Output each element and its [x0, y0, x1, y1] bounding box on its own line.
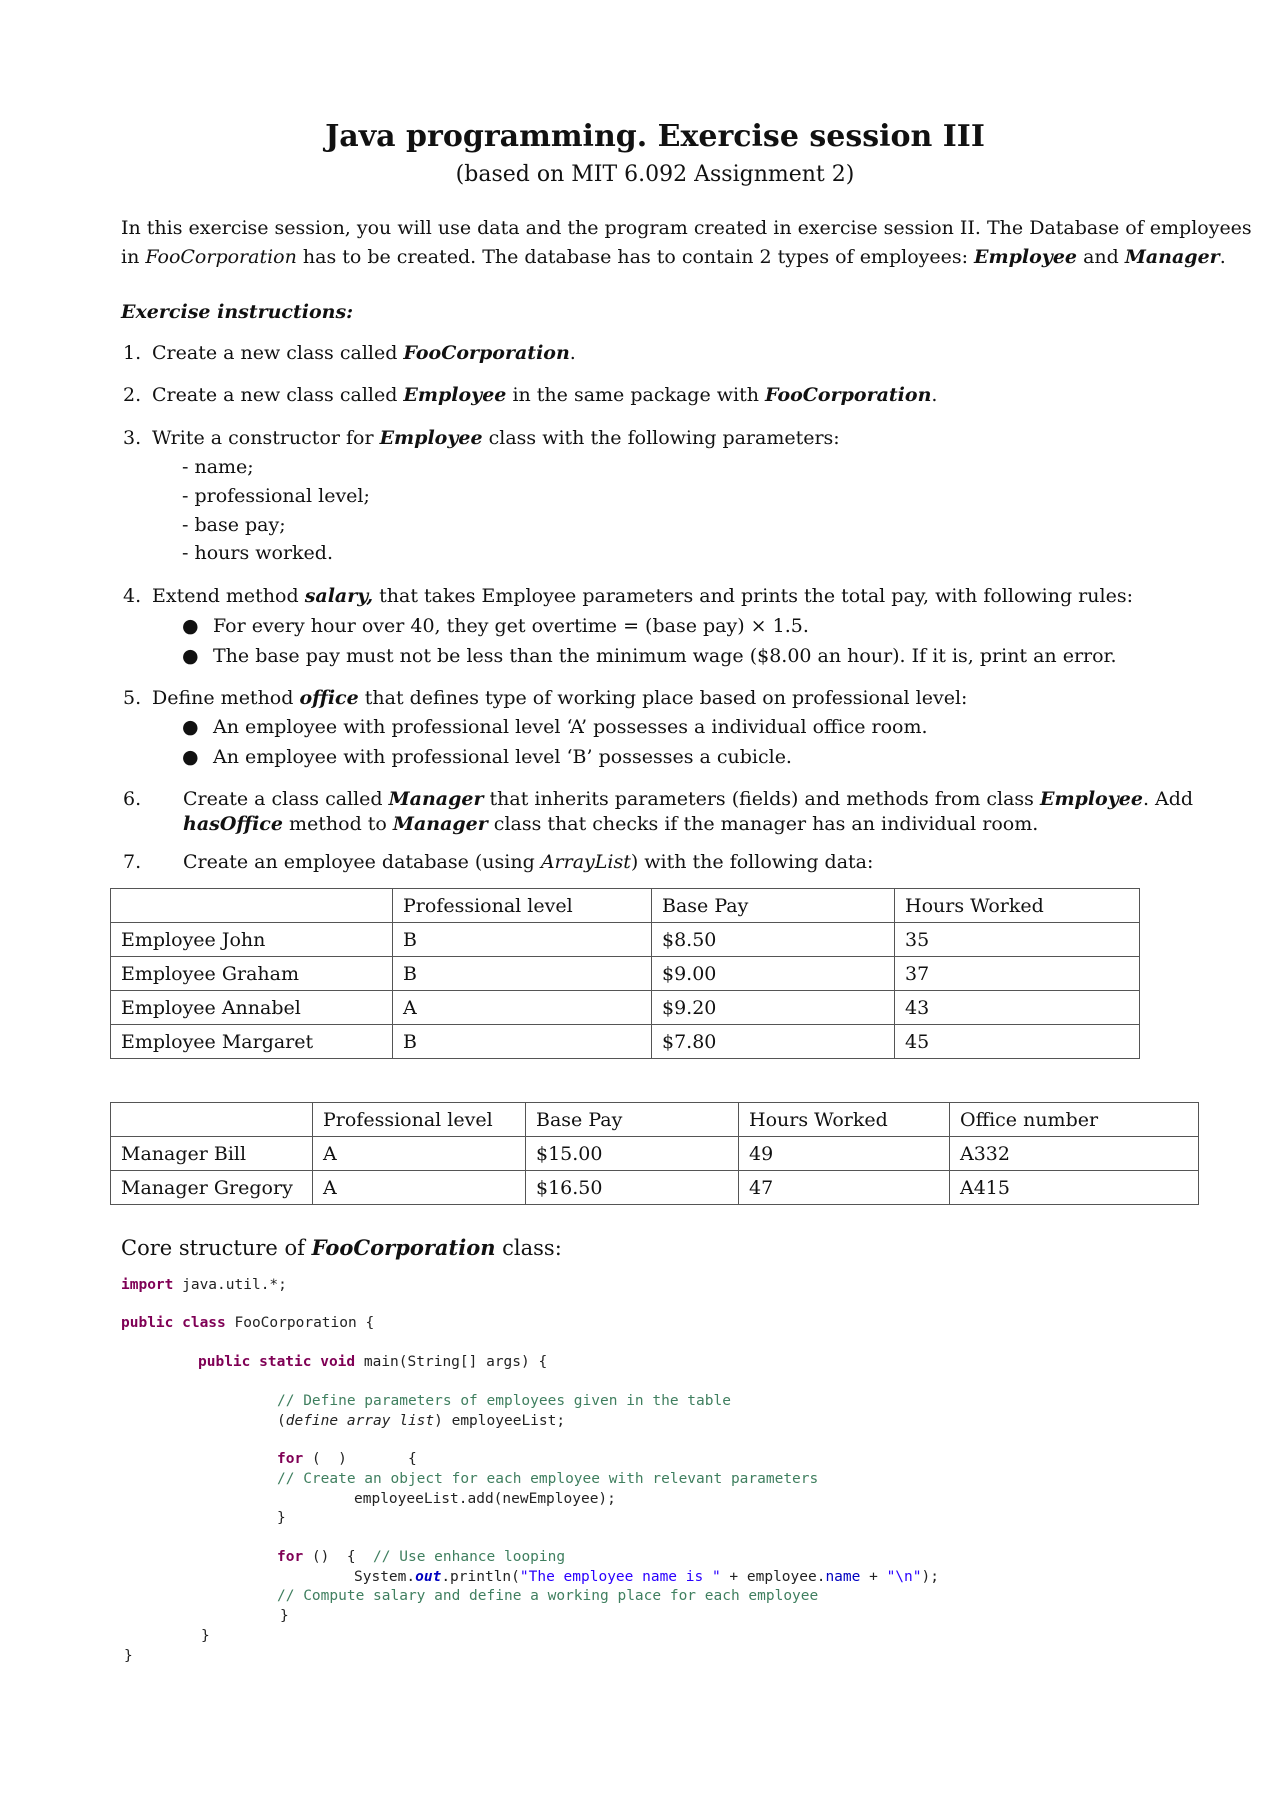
bullet-icon: ●: [182, 645, 199, 667]
cell: 35: [895, 923, 1140, 957]
item-6-cont: [183, 812, 1038, 836]
item-number: 7.: [123, 851, 142, 873]
t: .: [569, 342, 576, 364]
page-title: Java programming. Exercise session III: [325, 119, 985, 154]
cell: A: [313, 1137, 526, 1171]
cell: 45: [895, 1025, 1140, 1059]
t: public static void: [198, 1354, 356, 1370]
t: FooCorporation: [311, 1235, 496, 1260]
t: .: [931, 384, 938, 406]
t: FooCorporation: [765, 384, 932, 406]
t: class with the following parameters:: [482, 427, 840, 449]
code-brace: }: [124, 1648, 133, 1664]
table-row: [111, 923, 1140, 957]
item-number: 2.: [123, 384, 142, 406]
t: Manager: [392, 813, 488, 835]
cell: B: [393, 1025, 652, 1059]
t: public class: [121, 1315, 226, 1331]
cell: 37: [895, 957, 1140, 991]
t: salary,: [304, 585, 374, 607]
t: ) employeeList;: [434, 1413, 566, 1429]
t: office: [299, 687, 359, 709]
header-cell: Professional level: [393, 889, 652, 923]
core-structure-heading: [121, 1236, 562, 1260]
t: .println(: [441, 1569, 520, 1585]
cell: Employee Graham: [111, 957, 393, 991]
header-cell: Hours Worked: [739, 1103, 950, 1137]
t: out: [415, 1569, 442, 1585]
param-level: - professional level;: [182, 485, 370, 507]
t: Create a class called: [183, 788, 389, 810]
cell: Manager Gregory: [111, 1171, 313, 1205]
t: Employee: [379, 427, 483, 449]
t: Core structure of: [121, 1236, 312, 1260]
code-comment: // Create an object for each employee with relevant parameters: [277, 1471, 819, 1487]
t: . Add: [1142, 788, 1194, 810]
code-define: [277, 1412, 565, 1430]
cell: $9.00: [652, 957, 895, 991]
header-cell: Hours Worked: [895, 889, 1140, 923]
t: that defines type of working place based on professional level:: [358, 687, 968, 709]
t: class:: [495, 1236, 562, 1260]
item-1: [123, 341, 576, 365]
page-subtitle: (based on MIT 6.092 Assignment 2): [455, 162, 855, 187]
table-row: [111, 957, 1140, 991]
code-brace: }: [280, 1608, 289, 1624]
cell: 49: [739, 1137, 950, 1171]
t: Employee: [403, 384, 507, 406]
t: Employee: [974, 246, 1078, 268]
cell: $15.00: [526, 1137, 739, 1171]
t: java.util.*;: [173, 1277, 287, 1293]
table-row: [111, 1025, 1140, 1059]
t: for: [277, 1549, 304, 1565]
header-cell: [111, 1103, 313, 1137]
t: );: [921, 1569, 939, 1585]
item-7: [123, 850, 873, 874]
t: has to be created. The database has to contain 2 types of employees:: [296, 246, 975, 268]
cell: A: [313, 1171, 526, 1205]
t: + employee.: [720, 1569, 826, 1585]
code-brace: }: [277, 1510, 286, 1526]
t: Manager: [1124, 246, 1220, 268]
cell: A: [393, 991, 652, 1025]
t: "The employee name is ": [519, 1569, 721, 1585]
t: FooCorporation {: [225, 1315, 375, 1331]
t: class that checks if the manager has an individual room.: [487, 813, 1039, 835]
t: For every hour over 40, they get overtime = (base pay) × 1.5.: [213, 615, 809, 637]
t: Create an employee database (using: [183, 851, 541, 873]
code-brace: }: [201, 1628, 210, 1644]
item-number: 6.: [123, 788, 142, 810]
item-number: 5.: [123, 687, 142, 709]
header-cell: Base Pay: [652, 889, 895, 923]
t: An employee with professional level ‘B’ possesses a cubicle.: [213, 746, 792, 768]
t: An employee with professional level ‘A’ possesses a individual office room.: [213, 716, 928, 738]
header-cell: Office number: [950, 1103, 1199, 1137]
param-name: - name;: [182, 456, 254, 478]
item-number: 4.: [123, 585, 142, 607]
table-row: [111, 1171, 1199, 1205]
t: that inherits parameters (fields) and methods from class: [483, 788, 1040, 810]
t: Create a new class called: [152, 342, 404, 364]
cell: A415: [950, 1171, 1199, 1205]
cell: Employee Annabel: [111, 991, 393, 1025]
item-5: [123, 686, 967, 710]
cell: $16.50: [526, 1171, 739, 1205]
t: System.: [354, 1569, 416, 1585]
t: ) with the following data:: [630, 851, 874, 873]
t: FooCorporation: [403, 342, 570, 364]
t: Employee: [1039, 788, 1143, 810]
bullet: [182, 715, 928, 739]
item-3: [123, 426, 840, 450]
t: .: [1219, 246, 1226, 268]
item-4: [123, 584, 1133, 608]
managers-table: [110, 1102, 1199, 1205]
t: import: [121, 1277, 174, 1293]
employees-table: [110, 888, 1140, 1059]
code-import: [121, 1276, 287, 1294]
cell: Employee Margaret: [111, 1025, 393, 1059]
t: define array list: [285, 1413, 435, 1429]
intro-line-1: In this exercise session, you will use data and the program created in exercise session II. The Database of employees: [121, 217, 1252, 239]
item-2: [123, 383, 937, 407]
t: in the same package with: [506, 384, 766, 406]
bullet: [182, 644, 1117, 668]
bullet-icon: ●: [182, 746, 199, 768]
t: Manager: [388, 788, 484, 810]
t: Create a new class called: [152, 384, 404, 406]
t: Extend method: [152, 585, 305, 607]
code-comment: // Define parameters of employees given in the table: [277, 1393, 731, 1409]
cell: $7.80: [652, 1025, 895, 1059]
header-cell: Professional level: [313, 1103, 526, 1137]
t: +: [860, 1569, 887, 1585]
t: The base pay must not be less than the minimum wage ($8.00 an hour). If it is, print an error.: [213, 645, 1117, 667]
item-number: 3.: [123, 427, 142, 449]
t: and: [1077, 246, 1125, 268]
t: (: [277, 1413, 286, 1429]
bullet-icon: ●: [182, 716, 199, 738]
code-println: [354, 1568, 939, 1586]
code-main: [198, 1353, 547, 1371]
item-6: [123, 787, 1193, 811]
t: in: [121, 246, 146, 268]
param-pay: - base pay;: [182, 514, 286, 536]
bullet: [182, 745, 792, 769]
code-for1: [277, 1450, 417, 1468]
header-cell: Base Pay: [526, 1103, 739, 1137]
t: that takes Employee parameters and prints the total pay, with following rules:: [373, 585, 1133, 607]
t: name: [825, 1569, 861, 1585]
t: FooCorporation: [145, 246, 297, 268]
intro-line-2: [121, 245, 1226, 269]
cell: $8.50: [652, 923, 895, 957]
table-header-row: [111, 1103, 1199, 1137]
t: method to: [282, 813, 393, 835]
table-row: [111, 991, 1140, 1025]
item-number: 1.: [123, 342, 142, 364]
t: hasOffice: [183, 813, 283, 835]
bullet-icon: ●: [182, 615, 199, 637]
cell: Manager Bill: [111, 1137, 313, 1171]
cell: 43: [895, 991, 1140, 1025]
code-for2: [277, 1548, 565, 1566]
cell: B: [393, 923, 652, 957]
t: "\n": [886, 1569, 922, 1585]
code-add: employeeList.add(newEmployee);: [354, 1491, 616, 1507]
instructions-heading: Exercise instructions:: [121, 301, 354, 323]
header-cell: [111, 889, 393, 923]
cell: B: [393, 957, 652, 991]
code-comment: // Compute salary and define a working place for each employee: [277, 1588, 819, 1604]
t: ( ) {: [303, 1451, 417, 1467]
t: ArrayList: [540, 851, 631, 873]
t: () {: [303, 1549, 374, 1565]
t: main(String[] args) {: [355, 1354, 548, 1370]
bullet: [182, 614, 809, 638]
cell: A332: [950, 1137, 1199, 1171]
table-row: [111, 1137, 1199, 1171]
code-class: [121, 1314, 374, 1332]
t: Define method: [152, 687, 300, 709]
cell: 47: [739, 1171, 950, 1205]
table-header-row: [111, 889, 1140, 923]
t: for: [277, 1451, 304, 1467]
cell: Employee John: [111, 923, 393, 957]
cell: $9.20: [652, 991, 895, 1025]
t: // Use enhance looping: [373, 1549, 566, 1565]
param-hours: - hours worked.: [182, 542, 333, 564]
t: Write a constructor for: [152, 427, 380, 449]
